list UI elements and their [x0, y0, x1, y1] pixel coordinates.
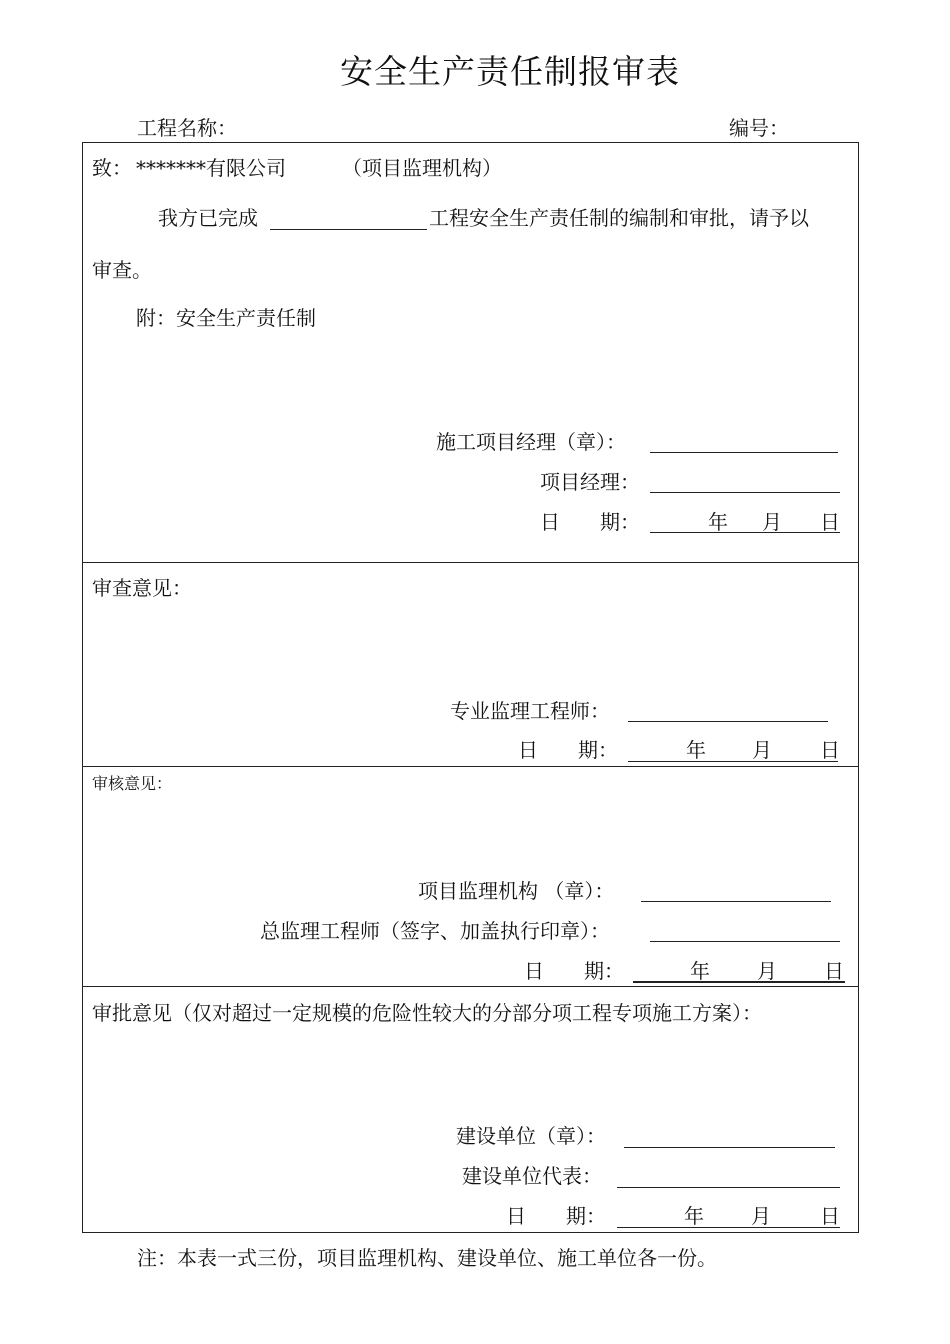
owner-seal-line[interactable]: [624, 1147, 835, 1148]
chief-engineer-line[interactable]: [650, 941, 840, 942]
approval-opinion-heading: 审批意见（仅对超过一定规模的危险性较大的分部分项工程专项施工方案）：: [92, 1001, 762, 1025]
construction-manager-seal-label: 施工项目经理（章）：: [436, 430, 626, 454]
page-title: 安全生产责任制报审表: [340, 52, 680, 91]
supervision-org-seal-label: 项目监理机构 （章）：: [418, 879, 615, 903]
day-label: 日: [820, 510, 840, 534]
year-label: 年: [686, 738, 706, 762]
section-divider: [82, 562, 859, 563]
date-label: 日 期：: [524, 959, 624, 983]
project-manager-line[interactable]: [650, 492, 840, 493]
day-label: 日: [820, 1204, 840, 1228]
org-note: （项目监理机构）: [342, 156, 502, 180]
date-label: 日 期：: [506, 1204, 606, 1228]
chief-engineer-label: 总监理工程师（签字、加盖执行印章）：: [260, 919, 610, 943]
body-text-middle: 工程安全生产责任制的编制和审批，请予以: [429, 206, 809, 230]
date-label: 日 期：: [540, 510, 640, 534]
body-text-end: 审查。: [92, 258, 152, 282]
date-line[interactable]: [628, 761, 838, 762]
month-label: 月: [751, 1204, 771, 1228]
date-label: 日 期：: [518, 738, 618, 762]
owner-seal-label: 建设单位（章）：: [456, 1124, 606, 1148]
date-line[interactable]: [650, 532, 840, 533]
footnote: 注：本表一式三份，项目监理机构、建设单位、施工单位各一份。: [137, 1246, 717, 1270]
month-label: 月: [762, 510, 782, 534]
project-manager-label: 项目经理：: [540, 470, 640, 494]
year-label: 年: [690, 959, 710, 983]
day-label: 日: [820, 738, 840, 762]
date-line[interactable]: [617, 1227, 840, 1228]
to-label: 致：: [92, 156, 132, 180]
body-text-start: 我方已完成: [158, 206, 258, 230]
date-line[interactable]: [633, 981, 845, 983]
month-label: 月: [757, 959, 777, 983]
construction-manager-seal-line[interactable]: [650, 452, 838, 453]
year-label: 年: [708, 510, 728, 534]
year-label: 年: [684, 1204, 704, 1228]
project-blank-line[interactable]: [270, 229, 427, 230]
supervising-engineer-line[interactable]: [628, 721, 828, 722]
supervising-engineer-label: 专业监理工程师：: [450, 699, 610, 723]
day-label: 日: [824, 959, 844, 983]
project-name-label: 工程名称：: [137, 116, 237, 140]
owner-representative-label: 建设单位代表：: [462, 1164, 602, 1188]
supervision-org-seal-line[interactable]: [641, 901, 831, 902]
audit-opinion-heading: 审核意见：: [92, 774, 173, 793]
review-opinion-heading: 审查意见：: [92, 576, 192, 600]
month-label: 月: [752, 738, 772, 762]
number-label: 编号：: [729, 116, 789, 140]
attachment-note: 附：安全生产责任制: [136, 306, 316, 330]
section-divider: [82, 986, 859, 987]
owner-representative-line[interactable]: [617, 1187, 840, 1188]
section-divider: [82, 766, 859, 767]
company-name: *******有限公司: [136, 156, 286, 180]
